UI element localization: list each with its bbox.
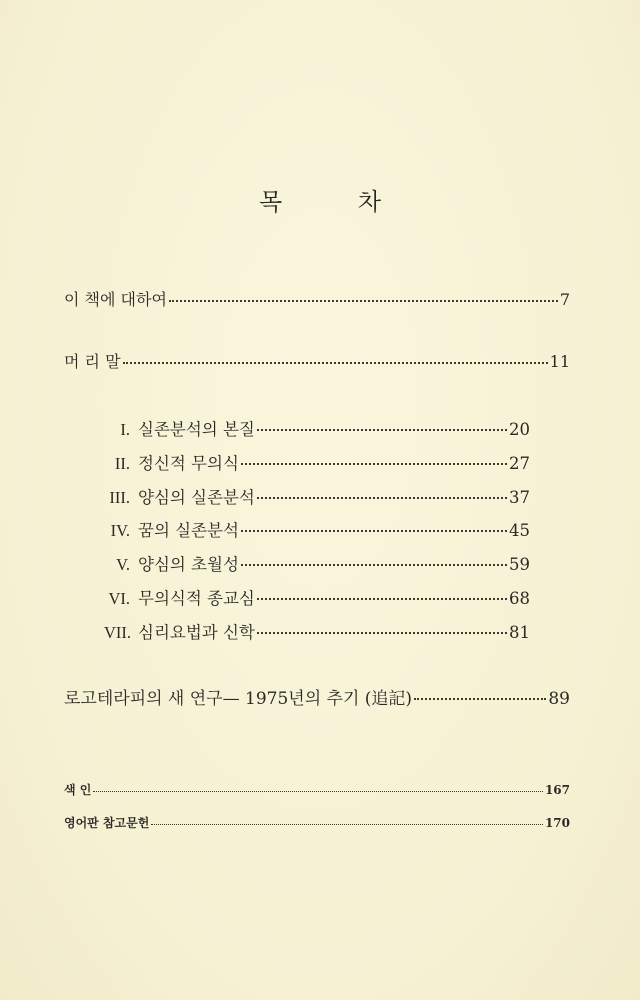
chapter-title: 무의식적 종교심 (138, 589, 255, 608)
chapter-number: VII. (104, 623, 132, 642)
leader-dots (169, 300, 558, 302)
toc-entry-label: 색 인 (64, 783, 92, 797)
toc-entry-label: 영어판 참고문헌 (64, 816, 150, 830)
toc-entry-label: 이 책에 대하여 (64, 290, 167, 309)
chapter-page: 81 (509, 623, 530, 642)
toc-entry-preface[interactable] (64, 349, 570, 372)
chapter-number: II. (114, 454, 130, 473)
toc-entry-label: 로고테라피의 새 연구— 1975년의 추기 (追記) (64, 689, 413, 709)
leader-dots (257, 497, 507, 499)
toc-chapter-3[interactable] (104, 484, 530, 508)
leader-dots (241, 530, 507, 532)
toc-chapter-5[interactable] (104, 551, 530, 575)
chapter-title: 실존분석의 본질 (138, 420, 255, 439)
toc-entry-page: 89 (548, 689, 570, 709)
toc-entry-page: 167 (544, 783, 570, 797)
chapter-number: IV. (110, 521, 130, 540)
chapter-page: 37 (509, 488, 530, 507)
chapter-page: 20 (509, 420, 530, 439)
page-title: 목 차 (259, 188, 415, 216)
chapter-page: 68 (509, 589, 530, 608)
leader-dots (151, 824, 543, 825)
toc-chapter-4[interactable] (104, 517, 530, 541)
toc-entry-page: 7 (559, 290, 570, 309)
toc-chapter-7[interactable] (104, 619, 530, 643)
leader-dots (414, 698, 546, 700)
toc-entry-postscript[interactable] (64, 684, 570, 709)
chapter-number: I. (120, 420, 130, 439)
leader-dots (241, 463, 507, 465)
toc-entry-page: 170 (544, 816, 570, 830)
chapter-page: 59 (509, 555, 530, 574)
chapter-number: V. (116, 555, 130, 574)
leader-dots (257, 598, 507, 600)
toc-chapter-2[interactable] (104, 450, 530, 474)
chapter-number: VI. (108, 589, 130, 608)
toc-entry-label: 머 리 말 (64, 352, 121, 371)
toc-entry-about-book[interactable] (64, 287, 570, 310)
chapter-number: III. (109, 488, 130, 507)
chapter-page: 45 (509, 521, 530, 540)
leader-dots (257, 429, 507, 431)
leader-dots (257, 632, 507, 634)
leader-dots (123, 362, 548, 364)
chapter-title: 정신적 무의식 (138, 454, 239, 473)
chapter-title: 양심의 초월성 (138, 555, 239, 574)
chapter-page: 27 (509, 454, 530, 473)
toc-entry-index[interactable] (64, 781, 570, 798)
chapter-title: 심리요법과 신학 (138, 623, 255, 642)
chapter-title: 양심의 실존분석 (138, 488, 255, 507)
chapter-title: 꿈의 실존분석 (138, 521, 239, 540)
leader-dots (93, 791, 543, 792)
toc-chapter-1[interactable] (104, 416, 530, 440)
toc-chapter-6[interactable] (104, 585, 530, 609)
leader-dots (241, 564, 507, 566)
toc-entry-bibliography[interactable] (64, 814, 570, 831)
toc-entry-page: 11 (549, 352, 570, 371)
